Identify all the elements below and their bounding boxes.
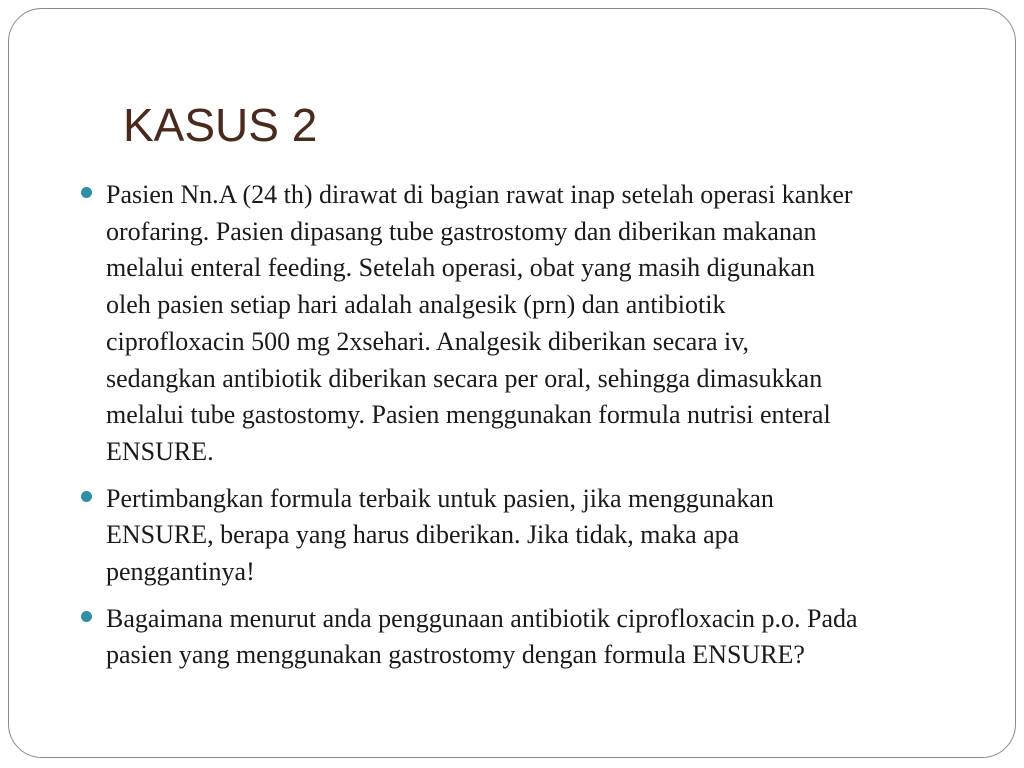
bullet-item-question-antibiotic [79, 601, 989, 674]
bullet-text-line: sedangkan antibiotik diberikan secara per oral, sehingga dimasukkan [106, 363, 823, 393]
bullet-text-line: oleh pasien setiap hari adalah analgesik (prn) dan antibiotik [106, 290, 726, 320]
slide-title: KASUS 2 [123, 99, 318, 151]
bullet-text-line: Pasien Nn.A (24 th) dirawat di bagian rawat inap setelah operasi kanker [106, 180, 853, 209]
bullet-text-line: Bagaimana menurut anda penggunaan antibiotik ciprofloxacin p.o. Pada [106, 603, 858, 633]
bullet-text-line: ENSURE, berapa yang harus diberikan. Jika tidak, maka apa [106, 520, 740, 550]
bullet-dot-icon [81, 187, 92, 198]
bullet-text-line: penggantinya! [106, 557, 255, 587]
bullet-text-line: ciprofloxacin 500 mg 2xsehari. Analgesik diberikan secara iv, [106, 326, 750, 356]
bullet-list [79, 177, 989, 684]
bullet-item-question-formula [79, 481, 989, 591]
bullet-text-line: melalui enteral feeding. Setelah operasi, obat yang masih digunakan [106, 253, 815, 283]
bullet-text-line: Pertimbangkan formula terbaik untuk pasien, jika menggunakan [106, 483, 774, 513]
bullet-text-line: melalui tube gastostomy. Pasien menggunakan formula nutrisi enteral [106, 400, 831, 430]
slide-frame [8, 8, 1016, 758]
bullet-text-line: pasien yang menggunakan gastrostomy dengan formula ENSURE? [106, 640, 805, 670]
bullet-dot-icon [81, 611, 92, 622]
bullet-item-case-description [79, 177, 989, 471]
bullet-text-line: ENSURE. [106, 436, 214, 466]
bullet-text-line: orofaring. Pasien dipasang tube gastrostomy dan diberikan makanan [106, 216, 817, 246]
bullet-dot-icon [81, 491, 92, 502]
